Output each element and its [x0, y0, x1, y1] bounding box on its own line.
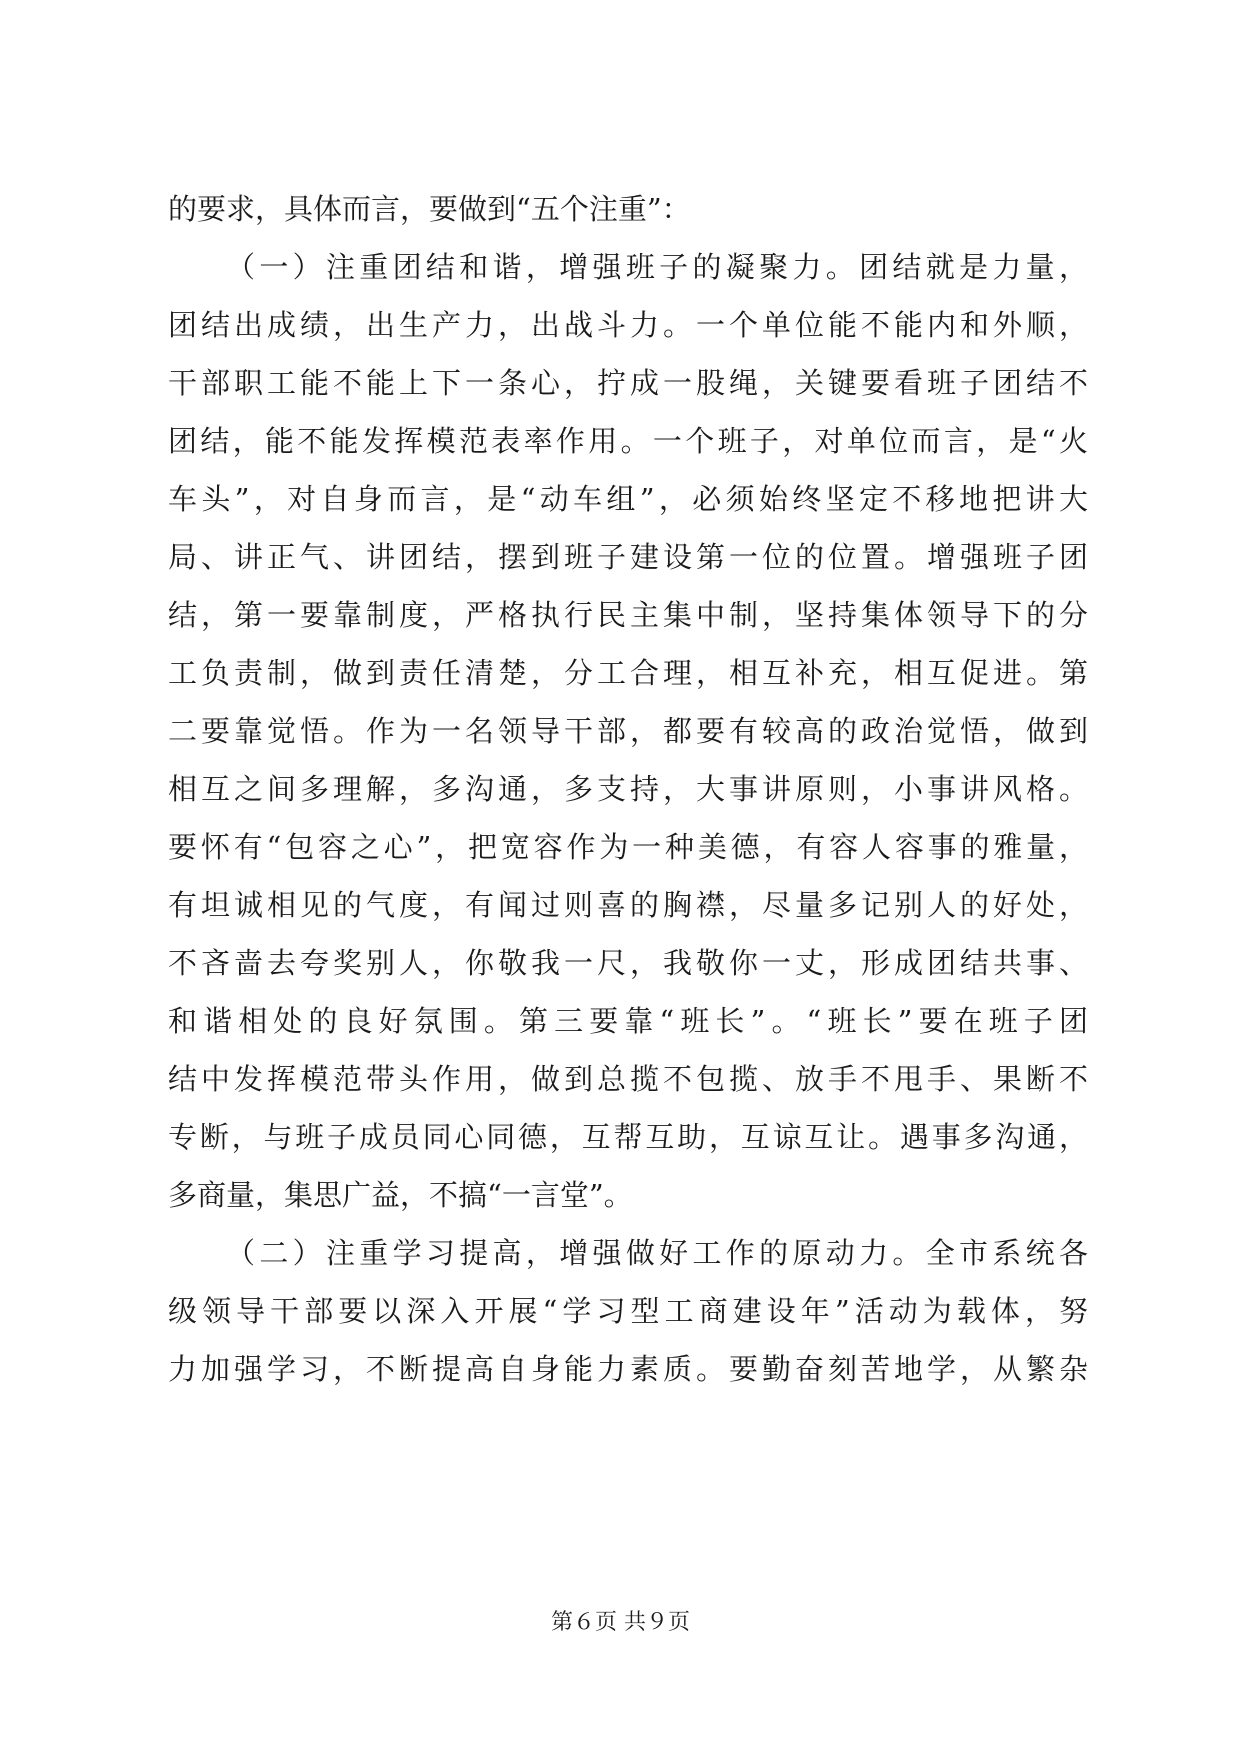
paragraph-line: 干部职工能不能上下一条心，拧成一股绳，关键要看班子团结不 — [168, 366, 1088, 400]
paragraph-line: 力加强学习，不断提高自身能力素质。要勤奋刻苦地学，从繁杂 — [168, 1352, 1088, 1386]
paragraph-line: 工负责制，做到责任清楚，分工合理，相互补充，相互促进。第 — [168, 656, 1088, 690]
paragraph-line: 的要求，具体而言，要做到“五个注重”： — [168, 192, 691, 226]
paragraph-line: 和谐相处的良好氛围。第三要靠“班长”。“班长”要在班子团 — [168, 1004, 1088, 1038]
paragraph-line: 多商量，集思广益，不搞“一言堂”。 — [168, 1178, 633, 1212]
paragraph-line: 级领导干部要以深入开展“学习型工商建设年”活动为载体，努 — [168, 1294, 1088, 1328]
paragraph-line: 结，第一要靠制度，严格执行民主集中制，坚持集体领导下的分 — [168, 598, 1088, 632]
paragraph-line: （一）注重团结和谐，增强班子的凝聚力。团结就是力量， — [226, 250, 1088, 284]
paragraph-line: 不吝啬去夸奖别人，你敬我一尺，我敬你一丈，形成团结共事、 — [168, 946, 1088, 980]
paragraph-line: 结中发挥模范带头作用，做到总揽不包揽、放手不甩手、果断不 — [168, 1062, 1088, 1096]
paragraph-line: 有坦诚相见的气度，有闻过则喜的胸襟，尽量多记别人的好处， — [168, 888, 1088, 922]
paragraph-line: 专断，与班子成员同心同德，互帮互助，互谅互让。遇事多沟通， — [168, 1120, 1088, 1154]
paragraph-line: 相互之间多理解，多沟通，多支持，大事讲原则，小事讲风格。 — [168, 772, 1088, 806]
paragraph-line: 要怀有“包容之心”，把宽容作为一种美德，有容人容事的雅量， — [168, 830, 1088, 864]
paragraph-line: 团结，能不能发挥模范表率作用。一个班子，对单位而言，是“火 — [168, 424, 1088, 458]
paragraph-line: 二要靠觉悟。作为一名领导干部，都要有较高的政治觉悟，做到 — [168, 714, 1088, 748]
page-footer: 第６页 共９页 — [551, 1610, 690, 1635]
paragraph-line: 车头”，对自身而言，是“动车组”，必须始终坚定不移地把讲大 — [168, 482, 1088, 516]
paragraph-line: 团结出成绩，出生产力，出战斗力。一个单位能不能内和外顺， — [168, 308, 1088, 342]
paragraph-line: 局、讲正气、讲团结，摆到班子建设第一位的位置。增强班子团 — [168, 540, 1088, 574]
paragraph-line: （二）注重学习提高，增强做好工作的原动力。全市系统各 — [226, 1236, 1088, 1270]
